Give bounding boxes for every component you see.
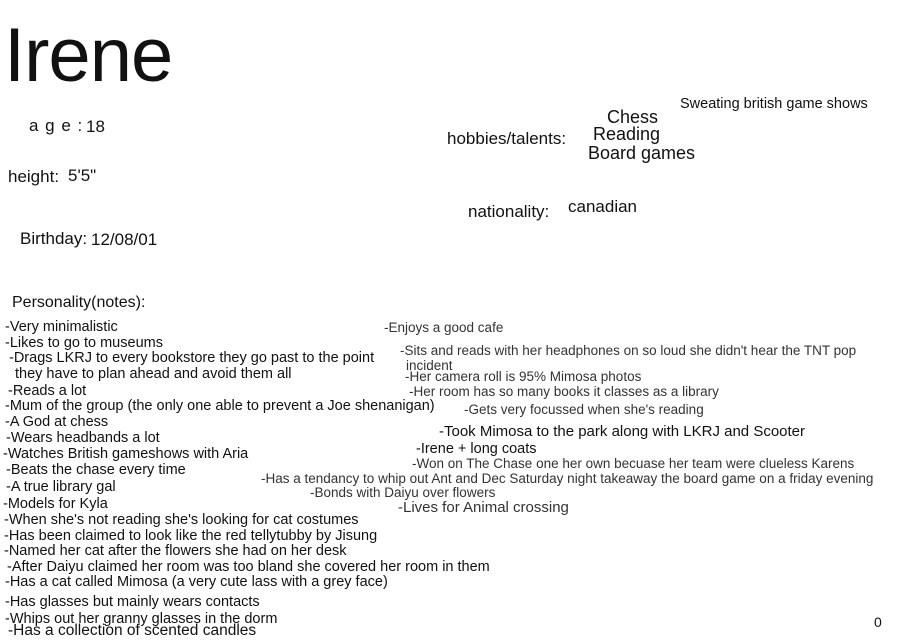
note-left: -After Daiyu claimed her room was too bland she covered her room in them [7,559,490,575]
note-left: -A true library gal [6,479,116,495]
note-left: -Named her cat after the flowers she had on her desk [4,543,347,559]
height-value: 5'5" [68,166,97,185]
note-left: -Has glasses but mainly wears contacts [5,594,260,610]
note-left: they have to plan ahead and avoid them all [15,366,292,382]
note-right: -Bonds with Daiyu over flowers [310,485,496,500]
note-left: -When she's not reading she's looking for cat costumes [4,512,359,528]
birthday-value: 12/08/01 [91,230,158,249]
hobby-item: Chess [607,107,659,127]
note-right: -Has a tendancy to whip out Ant and Dec Saturday night takeaway the board game on a friday evening [261,471,874,486]
note-left: -Reads a lot [8,383,87,399]
nationality-value: canadian [568,197,638,216]
hobby-item: Board games [588,143,696,163]
age-value: 18 [86,117,105,136]
age-label: a g e : [29,116,84,135]
birthday-label: Birthday: [20,229,88,248]
note-left: -Mum of the group (the only one able to prevent a Joe shenanigan) [5,398,435,414]
character-name: Irene [4,13,173,98]
note-left: -Likes to go to museums [5,335,163,351]
note-right: incident [406,358,453,373]
note-right: -Gets very focussed when she's reading [464,402,704,417]
note-left: -Watches British gameshows with Aria [3,446,249,462]
height-label: height: [8,167,60,186]
hobby-extra: Sweating british game shows [680,96,868,112]
note-right: -Took Mimosa to the park along with LKRJ and Scooter [439,423,806,440]
note-right: -Lives for Animal crossing [398,499,569,516]
hobbies-label: hobbies/talents: [447,129,567,148]
note-right: -Her camera roll is 95% Mimosa photos [405,369,642,384]
note-right: -Irene + long coats [416,441,537,457]
note-left: -Wears headbands a lot [6,430,160,446]
note-right: -Her room has so many books it classes as a library [409,384,719,399]
nationality-label: nationality: [468,202,550,221]
personality-label: Personality(notes): [12,294,146,311]
note-right: -Won on The Chase one her own becuase her team were clueless Karens [412,456,855,471]
note-left: -Beats the chase every time [6,462,186,478]
note-left: -Models for Kyla [3,496,108,512]
hobby-item: Reading [593,124,661,144]
note-left: -Has a collection of scented candles [8,622,257,639]
note-left: -Has been claimed to look like the red tellytubby by Jisung [4,528,378,544]
note-left: -Has a cat called Mimosa (a very cute lass with a grey face) [5,574,388,590]
note-left: -A God at chess [5,414,109,430]
note-left: -Whips out her granny glasses in the dorm [5,611,278,627]
note-right: -Enjoys a good cafe [384,320,504,335]
note-left: -Very minimalistic [5,319,118,335]
page-number: 0 [874,614,882,630]
note-left: -Drags LKRJ to every bookstore they go past to the point [9,350,375,366]
note-right: -Sits and reads with her headphones on so loud she didn't hear the TNT pop [400,343,857,358]
